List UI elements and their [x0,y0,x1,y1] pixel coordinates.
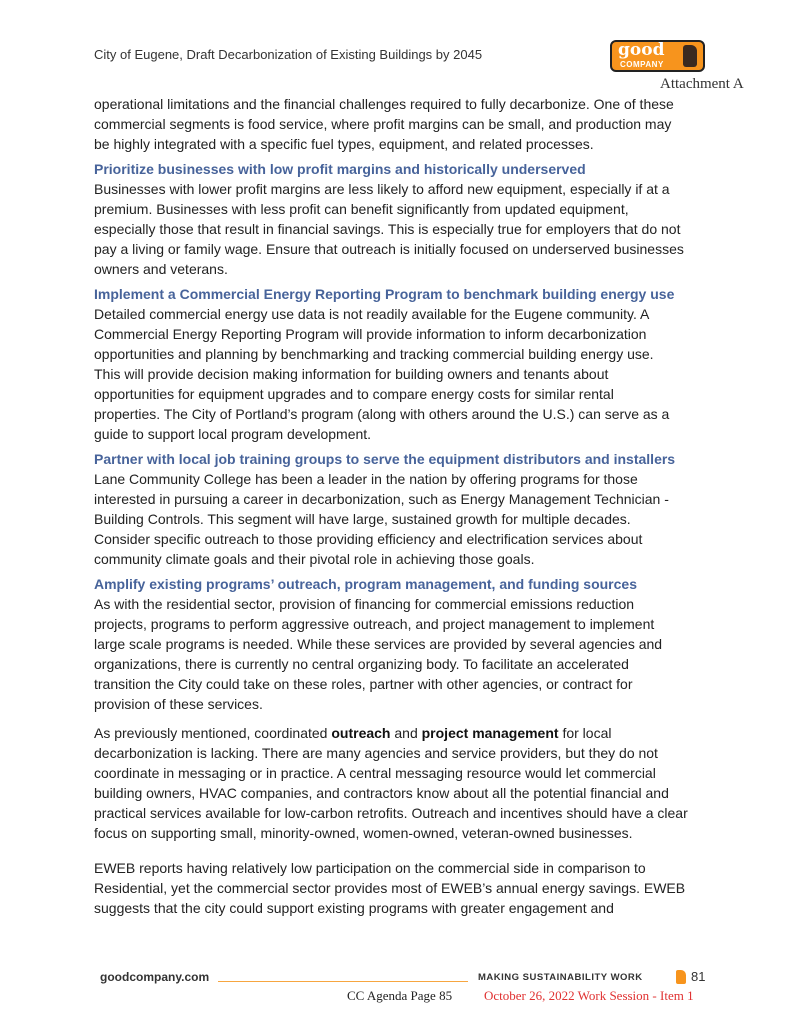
work-session-label: October 26, 2022 Work Session - Item 1 [484,988,694,1003]
paragraph-line: organizations, there is currently no central organizing body. To facilitate an accelerated [94,656,629,672]
paragraph-line: Consider specific outreach to those providing efficiency and electrification services about [94,531,643,547]
paragraph-line: Building Controls. This segment will have large, sustained growth for multiple decades. [94,511,631,527]
spacer [94,843,724,858]
paragraph-line: focus on supporting small, minority-owned, women-owned, veteran-owned businesses. [94,825,633,841]
paragraph-line [94,723,724,743]
paragraph-line: suggests that the city could support existing programs with greater engagement and [94,900,614,916]
good-company-logo: good COMPANY [610,40,705,72]
footer-tagline: MAKING SUSTAINABILITY WORK [478,972,643,983]
paragraph [94,594,724,714]
paragraph-line: premium. Businesses with less profit can benefit significantly from updated equipment, [94,201,629,217]
page-number: 81 [691,969,706,984]
paragraph-line: Lane Community College has been a leader in the nation by offering programs for those [94,471,638,487]
paragraph-line: commercial segments is food service, where profit margins can be small, and production may [94,116,672,132]
paragraph [94,723,724,843]
paragraph-line: pay a living or family wage. Ensure that outreach is initially focused on underserved businesses [94,241,684,257]
paragraph-line: This will provide decision making information for building owners and tenants about [94,366,609,382]
section-heading: Amplify existing programs’ outreach, program management, and funding sources [94,576,637,592]
paragraph-line: opportunities and planning by benchmarking and tracking commercial building energy use. [94,346,654,362]
paragraph-line: coordinate in messaging or in practice. A central messaging resource would let commercial [94,765,656,781]
paragraph-line: opportunities for equipment upgrades and to compare energy costs for similar rental [94,386,614,402]
paragraph-line: properties. The City of Portland’s program (along with others around the U.S.) can serve as a [94,406,670,422]
bold-text: outreach [331,725,391,741]
paragraph-line: provision of these services. [94,696,263,712]
section-heading: Partner with local job training groups to serve the equipment distributors and installers [94,451,676,467]
section-heading: Prioritize businesses with low profit margins and historically underserved [94,161,586,177]
paragraph-line: owners and veterans. [94,261,228,277]
spacer [94,714,724,723]
header-title: City of Eugene, Draft Decarbonization of Existing Buildings by 2045 [94,47,483,62]
paragraph-line: interested in pursuing a career in decarbonization, such as Energy Management Technician - [94,491,669,507]
thumbs-up-icon [676,970,686,984]
paragraph-line: community climate goals and their pivotal role in achieving those goals. [94,551,535,567]
paragraph-line: Commercial Energy Reporting Program will provide information to inform decarbonization [94,326,647,342]
paragraph [94,179,724,279]
text-run: for local [558,725,612,741]
footer-site: goodcompany.com [100,970,210,984]
text-run: and [390,725,422,741]
paragraph-line: guide to support local program development. [94,426,372,442]
paragraph [94,94,724,154]
paragraph-line: operational limitations and the financial challenges required to fully decarbonize. One of these [94,96,674,112]
paragraph-line: Businesses with lower profit margins are less likely to afford new equipment, especially if at a [94,181,670,197]
paragraph-line: decarbonization is lacking. There are many agencies and service providers, but they do not [94,745,658,761]
paragraph-line: be highly integrated with a specific fuel types, equipment, and related processes. [94,136,594,152]
paragraph-line: especially those that result in financial savings. This is especially true for employers that do not [94,221,681,237]
paragraph-line: projects, programs to perform aggressive outreach, and project management to implement [94,616,655,632]
document-body [94,94,724,918]
section-heading: Implement a Commercial Energy Reporting Program to benchmark building energy use [94,286,675,302]
thumbs-up-icon [683,45,697,67]
paragraph-line: EWEB reports having relatively low participation on the commercial side in comparison to [94,860,646,876]
paragraph-line: large scale programs is needed. While these services are provided by several agencies and [94,636,663,652]
paragraph-line: building owners, HVAC companies, and contractors know about all the potential financial and [94,785,669,801]
paragraph-line: Detailed commercial energy use data is not readily available for the Eugene community. A [94,306,650,322]
paragraph-line: transition the City could take on these roles, partner with other agencies, or contract for [94,676,633,692]
agenda-page: CC Agenda Page 85 [347,988,453,1003]
paragraph [94,304,724,444]
text-run: As previously mentioned, coordinated [94,725,332,741]
paragraph [94,858,724,918]
attachment-label: Attachment A [660,76,744,92]
bold-text: project management [421,725,559,741]
paragraph [94,469,724,569]
paragraph-line: practical services available for low-carbon retrofits. Outreach and incentives should have a clear [94,805,688,821]
footer-rule [218,981,468,982]
paragraph-line: Residential, yet the commercial sector provides most of EWEB’s annual energy savings. EWEB [94,880,686,896]
paragraph-line: As with the residential sector, provision of financing for commercial emissions reduction [94,596,635,612]
